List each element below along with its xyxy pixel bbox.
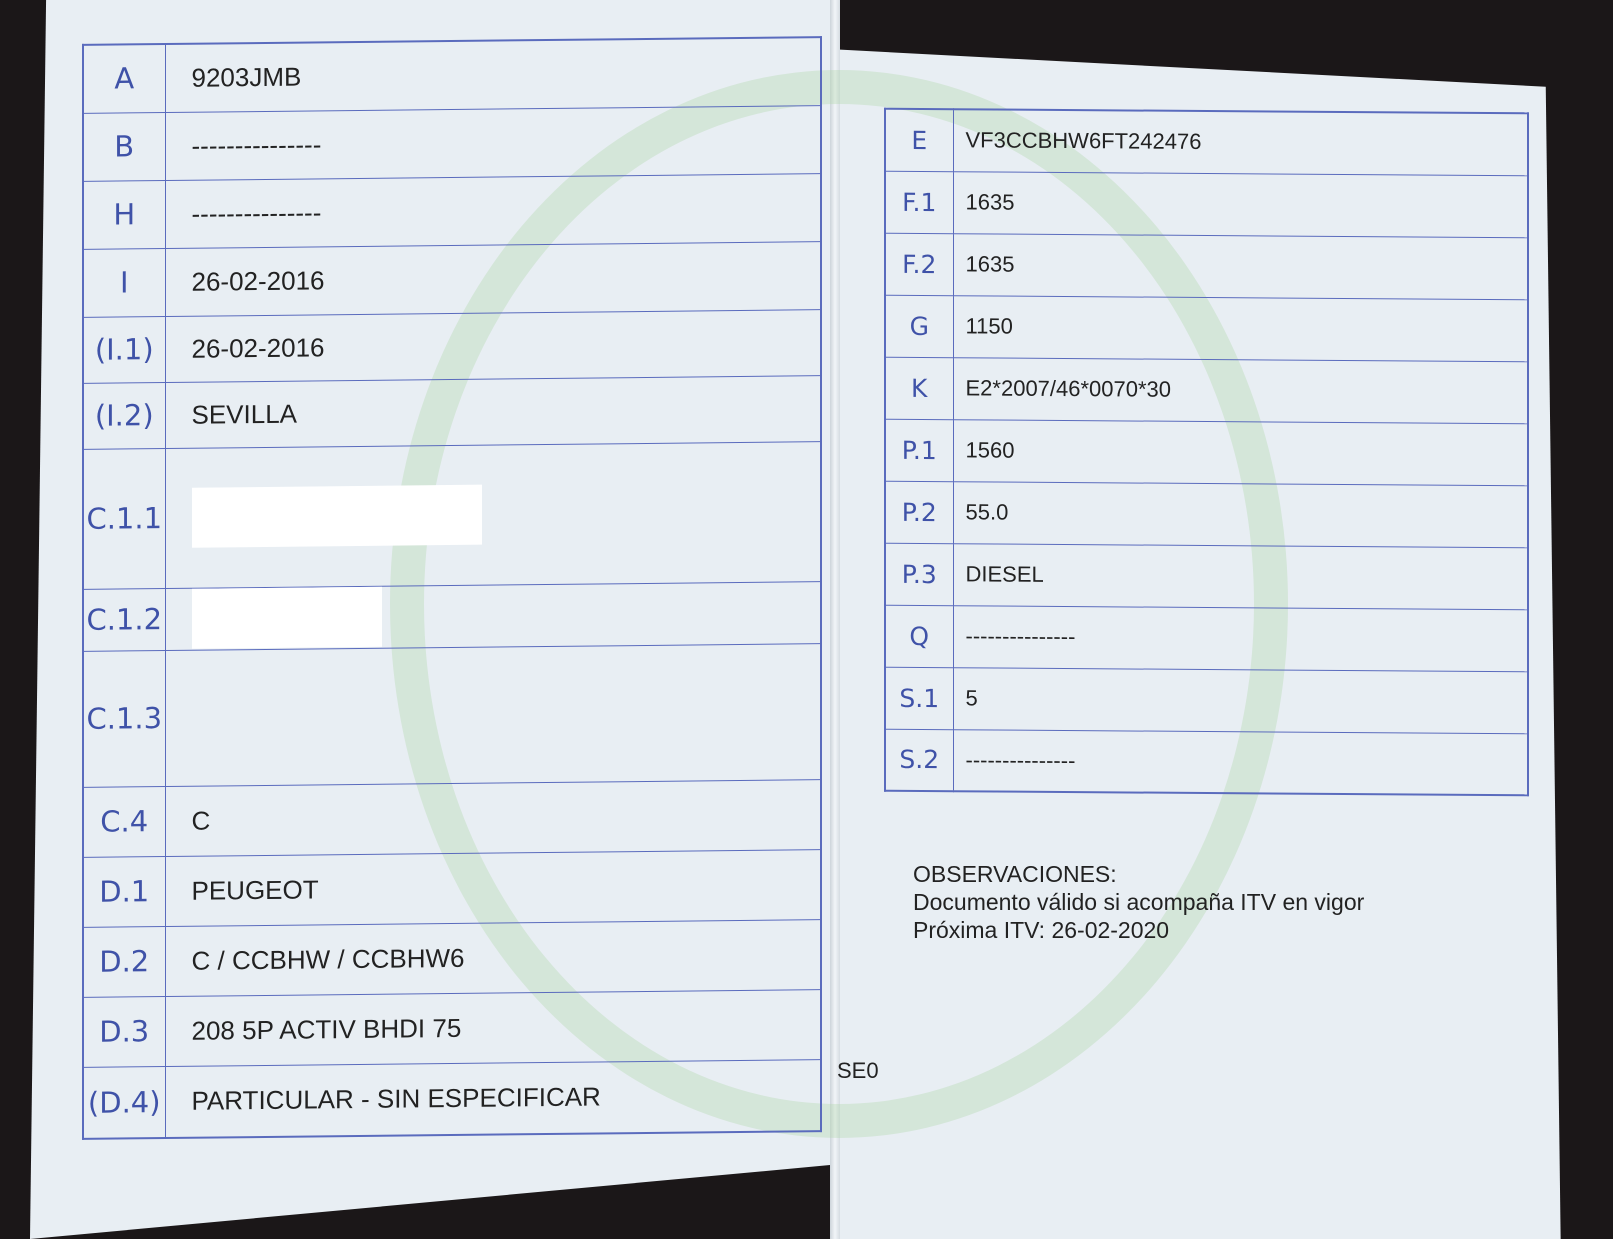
field-value: PARTICULAR - SIN ESPECIFICAR bbox=[165, 1059, 821, 1138]
field-value: 208 5P ACTIV BHDI 75 bbox=[165, 989, 821, 1066]
table-row bbox=[83, 37, 821, 113]
observations-block bbox=[913, 860, 1364, 944]
table-row bbox=[885, 605, 1528, 671]
field-value: 1635 bbox=[953, 171, 1528, 237]
field-label: I bbox=[83, 248, 165, 317]
table-row bbox=[885, 233, 1528, 299]
table-row bbox=[83, 441, 821, 589]
field-value bbox=[165, 643, 821, 786]
redacted-block bbox=[192, 587, 382, 649]
field-label: S.2 bbox=[885, 729, 953, 791]
table-row bbox=[885, 295, 1528, 361]
field-label: D.1 bbox=[83, 856, 165, 927]
observations-line-1: Documento válido si acompaña ITV en vigor bbox=[913, 889, 1365, 915]
field-label: (I.2) bbox=[83, 382, 165, 449]
field-label: H bbox=[83, 180, 165, 249]
field-label: C.4 bbox=[83, 786, 165, 857]
table-row bbox=[83, 989, 821, 1067]
field-value: 1150 bbox=[953, 295, 1528, 361]
field-label: G bbox=[885, 295, 953, 357]
field-label: F.1 bbox=[885, 171, 953, 233]
field-label: C.1.1 bbox=[83, 448, 165, 589]
field-value: 26-02-2016 bbox=[165, 309, 821, 382]
field-label: C.1.2 bbox=[83, 588, 165, 651]
table-row bbox=[83, 581, 821, 651]
field-label: (D.4) bbox=[83, 1066, 165, 1139]
right-registration-table bbox=[884, 108, 1529, 797]
field-label: K bbox=[885, 357, 953, 419]
field-label: P.2 bbox=[885, 481, 953, 543]
field-value: --------------- bbox=[953, 729, 1528, 795]
field-label: Q bbox=[885, 605, 953, 667]
table-row bbox=[83, 779, 821, 857]
field-label: (I.1) bbox=[83, 316, 165, 383]
table-row bbox=[83, 309, 821, 383]
field-value: --------------- bbox=[165, 173, 821, 248]
field-value: --------------- bbox=[165, 105, 821, 180]
field-label: F.2 bbox=[885, 233, 953, 295]
field-label: D.3 bbox=[83, 996, 165, 1067]
field-value: 1560 bbox=[953, 419, 1528, 485]
field-value: PEUGEOT bbox=[165, 849, 821, 926]
observations-line-2: Próxima ITV: 26-02-2020 bbox=[913, 917, 1170, 943]
table-row bbox=[885, 667, 1528, 733]
field-label: C.1.3 bbox=[83, 650, 165, 787]
table-row bbox=[83, 919, 821, 997]
field-value: --------------- bbox=[953, 605, 1528, 671]
redacted-block bbox=[192, 485, 482, 548]
table-row bbox=[83, 643, 821, 787]
field-label: A bbox=[83, 44, 165, 113]
table-row bbox=[83, 173, 821, 249]
field-value-cell bbox=[165, 581, 821, 650]
field-label: B bbox=[83, 112, 165, 181]
table-row bbox=[83, 849, 821, 927]
observations-heading: OBSERVACIONES: bbox=[913, 861, 1117, 887]
table-row bbox=[83, 105, 821, 181]
table-row bbox=[885, 171, 1528, 237]
field-value: E2*2007/46*0070*30 bbox=[953, 357, 1528, 423]
field-value: VF3CCBHW6FT242476 bbox=[953, 109, 1528, 175]
table-row bbox=[885, 419, 1528, 485]
field-label: S.1 bbox=[885, 667, 953, 729]
field-value: C bbox=[165, 779, 821, 856]
field-label: P.3 bbox=[885, 543, 953, 605]
table-row bbox=[885, 109, 1528, 175]
field-value: 26-02-2016 bbox=[165, 241, 821, 316]
table-row bbox=[83, 1059, 821, 1139]
table-row bbox=[885, 543, 1528, 609]
field-value: SEVILLA bbox=[165, 375, 821, 448]
field-label: P.1 bbox=[885, 419, 953, 481]
field-value-cell bbox=[165, 441, 821, 588]
field-value: 1635 bbox=[953, 233, 1528, 299]
table-row bbox=[885, 729, 1528, 795]
table-row bbox=[83, 375, 821, 449]
field-value: 5 bbox=[953, 667, 1528, 733]
table-row bbox=[885, 357, 1528, 423]
field-value: 55.0 bbox=[953, 481, 1528, 547]
stamp-text: SE0 bbox=[837, 1058, 879, 1083]
field-label: E bbox=[885, 109, 953, 171]
field-value: 9203JMB bbox=[165, 37, 821, 112]
field-label: D.2 bbox=[83, 926, 165, 997]
table-row bbox=[885, 481, 1528, 547]
field-value: DIESEL bbox=[953, 543, 1528, 609]
table-row bbox=[83, 241, 821, 317]
field-value: C / CCBHW / CCBHW6 bbox=[165, 919, 821, 996]
left-registration-table bbox=[82, 36, 822, 1140]
